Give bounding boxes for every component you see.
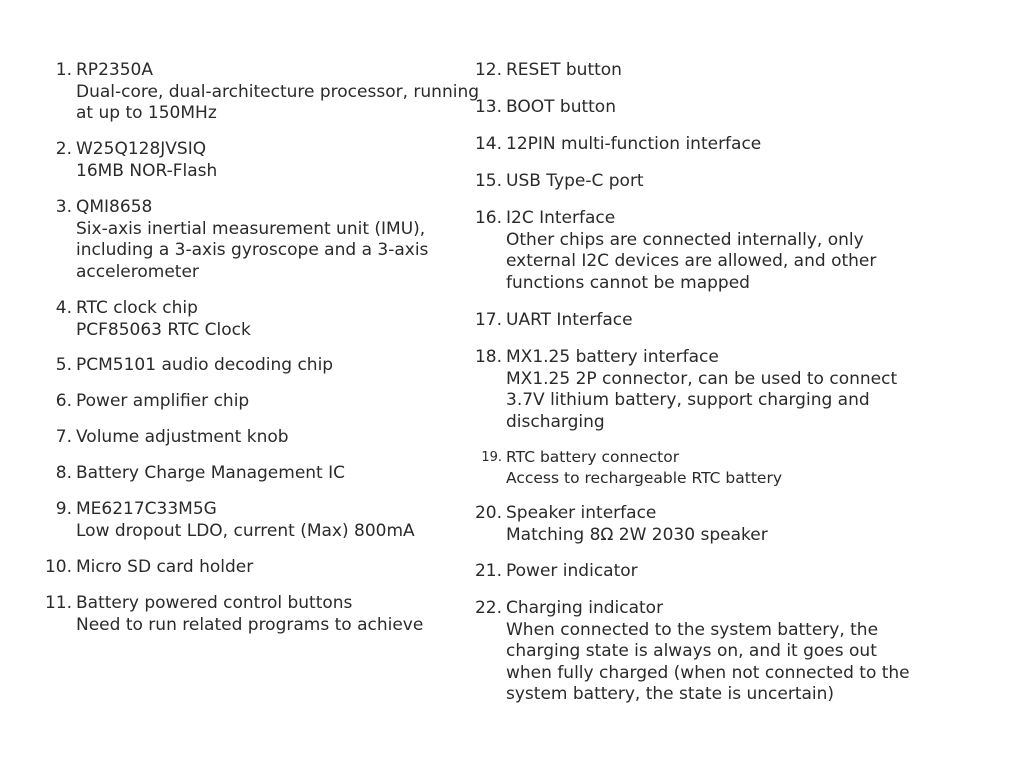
list-item <box>474 60 622 82</box>
item-title: Battery Charge Management IC <box>76 463 346 483</box>
item-description-line: When connected to the system battery, the <box>506 619 879 640</box>
item-number: 20. <box>474 503 502 523</box>
list-item <box>55 298 251 341</box>
list-item <box>55 427 289 449</box>
item-title: I2C Interface <box>506 208 616 228</box>
item-title: Charging indicator <box>506 598 664 618</box>
item-title: QMI8658 <box>76 197 153 217</box>
item-description-line: Need to run related programs to achieve <box>76 614 424 635</box>
item-title: RESET button <box>506 60 622 80</box>
list-item <box>474 97 616 119</box>
item-description-line: Dual-core, dual-architecture processor, running <box>76 81 480 102</box>
item-description-line: including a 3-axis gyroscope and a 3-axis <box>76 240 429 260</box>
list-item <box>44 557 254 579</box>
item-description-line: MX1.25 2P connector, can be used to connect <box>506 368 898 389</box>
item-number: 14. <box>474 134 502 154</box>
item-title: Battery powered control buttons <box>76 593 353 613</box>
item-number: 7. <box>55 427 72 447</box>
item-description-line: Access to rechargeable RTC battery <box>506 469 782 487</box>
item-number: 16. <box>474 208 502 228</box>
item-description-line: PCF85063 RTC Clock <box>76 319 251 340</box>
item-description-line: when fully charged (when not connected to the <box>506 662 910 683</box>
item-title: Power amplifier chip <box>76 391 250 411</box>
item-number: 19. <box>481 450 502 465</box>
item-description-line: at up to 150MHz <box>76 103 217 123</box>
item-number: 12. <box>474 60 502 80</box>
item-number: 5. <box>55 355 72 375</box>
item-number: 9. <box>55 499 72 519</box>
item-number: 1. <box>55 60 72 80</box>
list-item <box>44 593 424 636</box>
list-item <box>474 347 898 433</box>
item-number: 22. <box>474 598 502 618</box>
item-number: 11. <box>44 593 72 613</box>
item-title: Power indicator <box>506 561 638 581</box>
list-item <box>55 60 480 125</box>
item-description-line: 3.7V lithium battery, support charging and <box>506 390 870 410</box>
item-title: UART Interface <box>506 310 633 330</box>
list-item <box>55 139 218 182</box>
item-title: Volume adjustment knob <box>76 427 289 447</box>
item-title: 12PIN multi-function interface <box>506 134 762 154</box>
list-item <box>474 171 644 193</box>
list-item <box>55 463 346 485</box>
list-item <box>55 499 415 542</box>
list-item <box>474 134 762 156</box>
item-description-line: discharging <box>506 411 605 432</box>
item-description-line: accelerometer <box>76 261 199 282</box>
item-title: ME6217C33M5G <box>76 499 217 519</box>
item-title: RP2350A <box>76 60 153 80</box>
item-number: 10. <box>44 557 72 577</box>
item-description-line: Low dropout LDO, current (Max) 800mA <box>76 520 415 541</box>
item-number: 15. <box>474 171 502 191</box>
list-item <box>474 208 877 294</box>
list-item <box>474 561 638 583</box>
item-title: PCM5101 audio decoding chip <box>76 355 334 375</box>
item-number: 21. <box>474 561 502 581</box>
item-title: Speaker interface <box>506 503 657 523</box>
list-item <box>55 197 429 283</box>
list-item <box>55 391 250 413</box>
list-item <box>481 447 782 489</box>
item-title: MX1.25 battery interface <box>506 347 719 367</box>
item-description-line: 16MB NOR-Flash <box>76 160 218 181</box>
item-number: 4. <box>55 298 72 318</box>
item-title: USB Type-C port <box>506 171 644 191</box>
item-description-line: Six-axis inertial measurement unit (IMU), <box>76 218 426 239</box>
item-title: Micro SD card holder <box>76 557 254 577</box>
item-number: 18. <box>474 347 502 367</box>
item-description-line: external I2C devices are allowed, and other <box>506 251 877 271</box>
item-description-line: Matching 8Ω 2W 2030 speaker <box>506 524 768 545</box>
list-item <box>55 355 334 377</box>
item-number: 6. <box>55 391 72 411</box>
item-title: RTC clock chip <box>76 298 198 318</box>
list-item <box>474 598 910 706</box>
item-description-line: system battery, the state is uncertain) <box>506 684 835 704</box>
item-number: 8. <box>55 463 72 483</box>
item-number: 13. <box>474 97 502 117</box>
item-title: BOOT button <box>506 97 616 117</box>
item-title: W25Q128JVSIQ <box>76 139 207 159</box>
list-item <box>474 503 768 546</box>
item-description-line: functions cannot be mapped <box>506 272 750 293</box>
item-number: 3. <box>55 197 72 217</box>
item-title: RTC battery connector <box>506 448 680 466</box>
item-description-line: Other chips are connected internally, only <box>506 229 864 250</box>
item-number: 17. <box>474 310 502 330</box>
item-number: 2. <box>55 139 72 159</box>
item-description-line: charging state is always on, and it goes out <box>506 641 877 661</box>
list-item <box>474 310 633 332</box>
